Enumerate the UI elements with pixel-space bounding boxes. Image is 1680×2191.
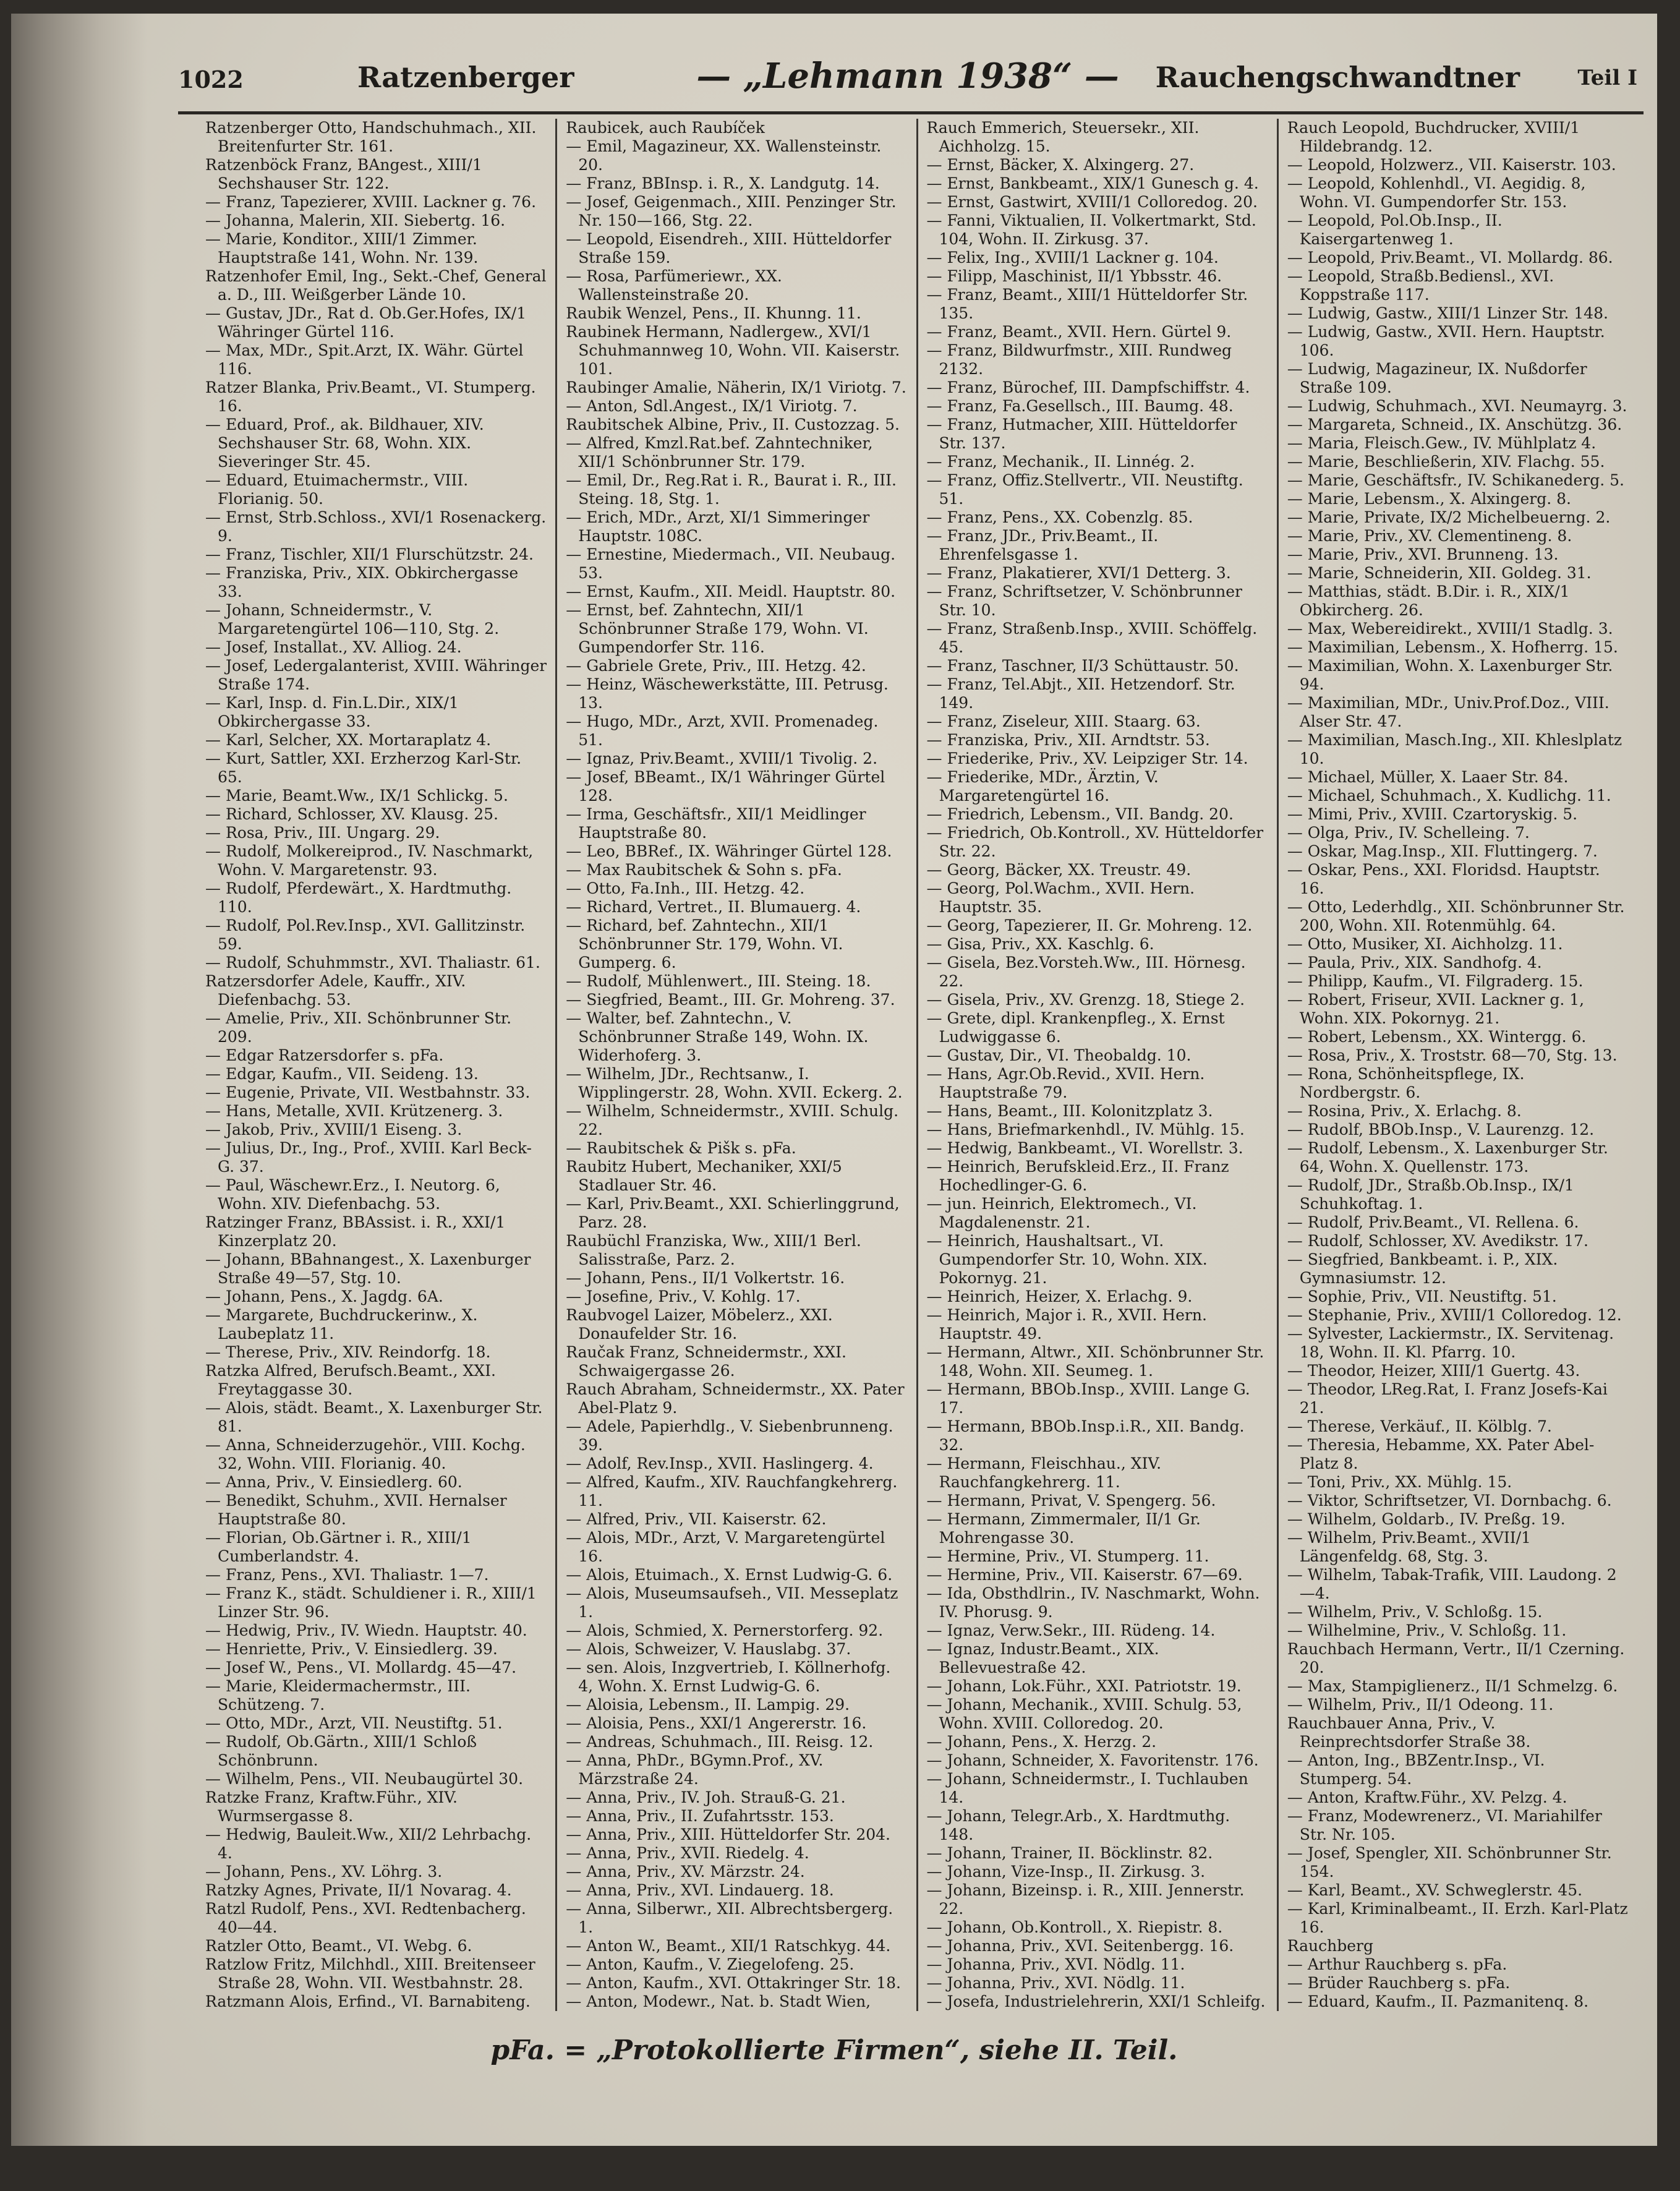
directory-entry: — Wilhelm, Priv., V. Schloßg. 15.	[1287, 1603, 1543, 1621]
directory-entry: — Leo, BBRef., IX. Währinger Gürtel 128.	[566, 842, 892, 860]
directory-entry: — Otto, Musiker, XI. Aichholzg. 11.	[1287, 935, 1563, 953]
directory-entry: — Eduard, Prof., ak. Bildhauer, XIV. Sechshauser Str. 68, Wohn. XIX. Sieveringer Str. 45.	[205, 416, 484, 471]
directory-entry: — Anton, Ing., BBZentr.Insp., VI. Stumperg. 54.	[1287, 1751, 1545, 1788]
directory-entry: — Anna, Priv., XVII. Riedelg. 4.	[566, 1844, 809, 1862]
directory-entry: — Franziska, Priv., XII. Arndtstr. 53.	[926, 731, 1210, 749]
directory-entry: — Rudolf, Priv.Beamt., VI. Rellena. 6.	[1287, 1213, 1579, 1231]
directory-entry: — Fanni, Viktualien, II. Volkertmarkt, Std. 104, Wohn. II. Zirkusg. 37.	[926, 211, 1256, 248]
directory-entry: — Maximilian, Masch.Ing., XII. Khleslplatz 10.	[1287, 731, 1622, 767]
directory-entry: Raubvogel Laizer, Möbelerz., XXI. Donaufelder Str. 16.	[566, 1306, 833, 1343]
directory-entry: — Oskar, Mag.Insp., XII. Fluttingerg. 7.	[1287, 842, 1598, 860]
directory-entry: — Robert, Friseur, XVII. Lackner g. 1, Wohn. XIX. Pokornyg. 21.	[1287, 991, 1585, 1027]
directory-entry: — Kurt, Sattler, XXI. Erzherzog Karl-Str. 65.	[205, 750, 522, 786]
directory-entry: — Franz, Fa.Gesellsch., III. Baumg. 48.	[926, 397, 1234, 415]
directory-entry: — Franz, Taschner, II/3 Schüttaustr. 50.	[926, 657, 1239, 675]
page-header	[178, 52, 1637, 111]
directory-entry: — Theresia, Hebamme, XX. Pater Abel-Platz 8.	[1287, 1436, 1595, 1472]
directory-entry: — Johann, Trainer, II. Böcklinstr. 82.	[926, 1844, 1213, 1862]
directory-entry: Ratzenhofer Emil, Ing., Sekt.-Chef, General a. D., III. Weißgerber Lände 10.	[205, 267, 547, 304]
directory-entry: — Wilhelm, JDr., Rechtsanw., I. Wipplingerstr. 28, Wohn. XVII. Eckerg. 2.	[566, 1065, 903, 1101]
directory-entry: — Josef, Spengler, XII. Schönbrunner Str. 154.	[1287, 1844, 1612, 1881]
directory-entry: — Anna, Schneiderzugehör., VIII. Kochg. 32, Wohn. VIII. Florianig. 40.	[205, 1436, 526, 1472]
directory-entry: — Franz, Hutmacher, XIII. Hütteldorfer Str. 137.	[926, 416, 1237, 452]
directory-entry: — Jakob, Priv., XVIII/1 Eiseng. 3.	[205, 1121, 463, 1138]
directory-entry: — Therese, Verkäuf., II. Kölblg. 7.	[1287, 1417, 1552, 1435]
directory-entry: — Johann, Pens., II/1 Volkertstr. 16.	[566, 1269, 845, 1287]
page-footer-note: pFa. = „Protokollierte Firmen“, siehe II. Teil.	[490, 2035, 1178, 2066]
directory-entry: — Toni, Priv., XX. Mühlg. 15.	[1287, 1473, 1512, 1491]
directory-entry: — Friederike, Priv., XV. Leipziger Str. 14.	[926, 750, 1248, 767]
directory-entry: — Rosina, Priv., X. Erlachg. 8.	[1287, 1102, 1522, 1120]
directory-entry: — Franz, Bildwurfmstr., XIII. Rundweg 2132.	[926, 341, 1232, 378]
directory-entry: — Anna, PhDr., BGymn.Prof., XV. Märzstraße 24.	[566, 1751, 824, 1788]
directory-entry: — Maximilian, MDr., Univ.Prof.Doz., VIII. Alser Str. 47.	[1287, 694, 1610, 730]
directory-entry: — Johann, Schneidermstr., I. Tuchlauben 14.	[926, 1770, 1248, 1806]
directory-entry: — Rudolf, Schuhmmstr., XVI. Thaliastr. 61.	[205, 954, 540, 972]
directory-entry: — Rosa, Parfümeriewr., XX. Wallensteinstraße 20.	[566, 267, 782, 304]
directory-entry: — Anton, Modewr., Nat. b. Stadt Wien,	[566, 1992, 871, 2010]
directory-entry: — Johanna, Priv., XVI. Seitenbergg. 16.	[926, 1937, 1234, 1955]
directory-entry: — Franz, Ziseleur, XIII. Staarg. 63.	[926, 712, 1201, 730]
directory-entry: — Therese, Priv., XIV. Reindorfg. 18.	[205, 1343, 491, 1361]
directory-entry: — Paula, Priv., XIX. Sandhofg. 4.	[1287, 954, 1542, 972]
directory-entry: — Adolf, Rev.Insp., XVII. Haslingerg. 4.	[566, 1454, 874, 1472]
directory-entry: — Ernst, Strb.Schloss., XVI/1 Rosenackerg. 9.	[205, 508, 547, 545]
directory-entry: — Ludwig, Schuhmach., XVI. Neumayrg. 3.	[1287, 397, 1627, 415]
directory-entry: — Franz, JDr., Priv.Beamt., II. Ehrenfelsgasse 1.	[926, 527, 1159, 563]
directory-entry: — Siegfried, Beamt., III. Gr. Mohreng. 37.	[566, 991, 895, 1009]
directory-column-4	[1279, 119, 1637, 2011]
directory-entry: — Johann, Ob.Kontroll., X. Riepistr. 8.	[926, 1918, 1223, 1936]
directory-entry: — Hermine, Priv., VI. Stumperg. 11.	[926, 1547, 1209, 1565]
directory-entry: — Franziska, Priv., XIX. Obkirchergasse 33.	[205, 564, 519, 600]
directory-entry: — Wilhelm, Pens., VII. Neubaugürtel 30.	[205, 1770, 524, 1788]
directory-entry: — Hans, Agr.Ob.Revid., XVII. Hern. Hauptstraße 79.	[926, 1065, 1205, 1101]
directory-entry: — Ernst, bef. Zahntechn, XII/1 Schönbrunner Straße 179, Wohn. VI. Gumpendorfer Str. 116.	[566, 601, 869, 656]
directory-entry: — Josef, Installat., XV. Alliog. 24.	[205, 638, 462, 656]
directory-entry: — Anna, Silberwr., XII. Albrechtsbergerg. 1.	[566, 1900, 893, 1936]
directory-entry: — Emil, Magazineur, XX. Wallensteinstr. 20.	[566, 137, 882, 174]
directory-entry: — Eduard, Kaufm., II. Pazmanitenq. 8.	[1287, 1992, 1589, 2010]
directory-entry: — Franz, Straßenb.Insp., XVIII. Schöffelg. 45.	[926, 620, 1258, 656]
directory-entry: — Hedwig, Priv., IV. Wiedn. Hauptstr. 40.	[205, 1621, 527, 1639]
book-gutter-shadow	[11, 14, 147, 2146]
directory-entry: — Friedrich, Lebensm., VII. Bandg. 20.	[926, 805, 1234, 823]
directory-entry: — Ignaz, Priv.Beamt., XVIII/1 Tivolig. 2.	[566, 750, 878, 767]
directory-entry: — Paul, Wäschewr.Erz., I. Neutorg. 6, Wohn. XIV. Diefenbachg. 53.	[205, 1176, 500, 1213]
directory-entry: — Richard, bef. Zahntechn., XII/1 Schönbrunner Str. 179, Wohn. VI. Gumperg. 6.	[566, 916, 843, 972]
directory-entry: — Rudolf, Schlosser, XV. Avedikstr. 17.	[1287, 1232, 1588, 1250]
directory-entry: — Florian, Ob.Gärtner i. R., XIII/1 Cumberlandstr. 4.	[205, 1529, 472, 1565]
directory-column-1	[197, 119, 557, 2011]
directory-entry: — Otto, Fa.Inh., III. Hetzg. 42.	[566, 879, 805, 897]
directory-entry: — Rudolf, BBOb.Insp., V. Laurenzg. 12.	[1287, 1121, 1595, 1138]
directory-entry: — Franz, Tel.Abjt., XII. Hetzendorf. Str. 149.	[926, 675, 1235, 712]
directory-entry: — Max Raubitschek & Sohn s. pFa.	[566, 861, 842, 879]
directory-entry: — Johann, Bizeinsp. i. R., XIII. Jennerstr. 22.	[926, 1881, 1245, 1918]
directory-entry: — Karl, Insp. d. Fin.L.Dir., XIX/1 Obkirchergasse 33.	[205, 694, 459, 730]
directory-entry: Ratzmann Alois, Erfind., VI. Barnabiteng.	[205, 1992, 531, 2010]
directory-entry: — Viktor, Schriftsetzer, VI. Dornbachg. 6.	[1287, 1492, 1612, 1510]
directory-entry: — Franz, Offiz.Stellvertr., VII. Neustiftg. 51.	[926, 471, 1243, 508]
directory-entry: — Rudolf, Pferdewärt., X. Hardtmuthg. 110.	[205, 879, 512, 916]
header-part-label: Teil I	[1577, 66, 1637, 90]
directory-entry: — Rudolf, Lebensm., X. Laxenburger Str. 64, Wohn. X. Quellenstr. 173.	[1287, 1139, 1608, 1176]
directory-entry: — Johann, Lok.Führ., XXI. Patriotstr. 19.	[926, 1677, 1242, 1695]
directory-entry: — Franz, BBInsp. i. R., X. Landgutg. 14.	[566, 174, 880, 192]
directory-entry: — Oskar, Pens., XXI. Floridsd. Hauptstr. 16.	[1287, 861, 1600, 897]
directory-entry: — Maria, Fleisch.Gew., IV. Mühlplatz 4.	[1287, 434, 1597, 452]
directory-entry: Rauch Emmerich, Steuersekr., XII. Aichholzg. 15.	[926, 119, 1200, 155]
directory-entry: — Michael, Müller, X. Laaer Str. 84.	[1287, 768, 1569, 786]
directory-entry: — Hedwig, Bauleit.Ww., XII/2 Lehrbachg. 4.	[205, 1826, 532, 1862]
directory-entry: — Anna, Priv., XIII. Hütteldorfer Str. 204.	[566, 1826, 891, 1843]
directory-entry: — Gustav, JDr., Rat d. Ob.Ger.Hofes, IX/1 Währinger Gürtel 116.	[205, 304, 527, 341]
directory-entry: — Johann, Schneidermstr., V. Margaretengürtel 106—110, Stg. 2.	[205, 601, 500, 638]
directory-entry: — Ernst, Bäcker, X. Alxingerg. 27.	[926, 156, 1195, 174]
directory-entry: — Sophie, Priv., VII. Neustiftg. 51.	[1287, 1288, 1557, 1305]
directory-entry: — Hans, Beamt., III. Kolonitzplatz 3.	[926, 1102, 1213, 1120]
directory-entry: — Marie, Beamt.Ww., IX/1 Schlickg. 5.	[205, 787, 508, 805]
directory-entry: — Friederike, MDr., Ärztin, V. Margaretengürtel 16.	[926, 768, 1159, 805]
directory-column-3	[918, 119, 1279, 2011]
directory-entry: — Franz, Beamt., XVII. Hern. Gürtel 9.	[926, 323, 1232, 341]
header-title: — „Lehmann 1938“ —	[696, 56, 1119, 96]
directory-entry: — Richard, Schlosser, XV. Klausg. 25.	[205, 805, 498, 823]
directory-entry: — Olga, Priv., IV. Schelleing. 7.	[1287, 824, 1530, 842]
directory-entry: — Karl, Kriminalbeamt., II. Erzh. Karl-Platz 16.	[1287, 1900, 1628, 1936]
directory-entry: — Ernst, Bankbeamt., XIX/1 Gunesch g. 4.	[926, 174, 1259, 192]
directory-entry: — Hans, Metalle, XVII. Krützenerg. 3.	[205, 1102, 503, 1120]
directory-entry: — Hermann, Privat, V. Spengerg. 56.	[926, 1492, 1216, 1510]
directory-entry: — Max, Stampiglienerz., II/1 Schmelzg. 6.	[1287, 1677, 1618, 1695]
directory-entry: Ratzer Blanka, Priv.Beamt., VI. Stumperg. 16.	[205, 378, 536, 415]
directory-entry: — Hans, Briefmarkenhdl., IV. Mühlg. 15.	[926, 1121, 1245, 1138]
directory-entry: — Heinrich, Haushaltsart., VI. Gumpendorfer Str. 10, Wohn. XIX. Pokornyg. 21.	[926, 1232, 1208, 1287]
directory-entry: Rauchbach Hermann, Vertr., II/1 Czerning. 20.	[1287, 1640, 1625, 1676]
directory-entry: — Rosa, Priv., III. Ungarg. 29.	[205, 824, 440, 842]
directory-entry: — Alfred, Kaufm., XIV. Rauchfangkehrerg. 11.	[566, 1473, 898, 1510]
directory-entry: — Marie, Schneiderin, XII. Goldeg. 31.	[1287, 564, 1592, 582]
directory-entry: — Alfred, Priv., VII. Kaiserstr. 62.	[566, 1510, 827, 1528]
header-left-keyword: Ratzenberger	[357, 61, 574, 94]
directory-entry: — Adele, Papierhdlg., V. Siebenbrunneng. 39.	[566, 1417, 893, 1454]
directory-entry: — Gisela, Priv., XV. Grenzg. 18, Stiege 2.	[926, 991, 1245, 1009]
directory-entry: Rauchberg	[1287, 1937, 1374, 1955]
directory-entry: — Edgar Ratzersdorfer s. pFa.	[205, 1046, 444, 1064]
directory-entry: — Karl, Selcher, XX. Mortaraplatz 4.	[205, 731, 492, 749]
directory-entry: — Eugenie, Private, VII. Westbahnstr. 33.	[205, 1083, 531, 1101]
directory-entry: — Aloisia, Lebensm., II. Lampig. 29.	[566, 1696, 850, 1714]
directory-entry: — Ida, Obsthdlrin., IV. Naschmarkt, Wohn. IV. Phorusg. 9.	[926, 1584, 1260, 1621]
directory-entry: — Margarete, Buchdruckerinw., X. Laubeplatz 11.	[205, 1306, 478, 1343]
directory-entry: — Brüder Rauchberg s. pFa.	[1287, 1974, 1511, 1992]
directory-entry: — Hermann, Altwr., XII. Schönbrunner Str. 148, Wohn. XII. Seumeg. 1.	[926, 1343, 1264, 1380]
directory-entry: — Franz, Bürochef, III. Dampfschiffstr. 4.	[926, 378, 1250, 396]
directory-entry: — Ludwig, Gastw., XIII/1 Linzer Str. 148.	[1287, 304, 1608, 322]
directory-entry: — Friedrich, Ob.Kontroll., XV. Hütteldorfer Str. 22.	[926, 824, 1264, 860]
directory-entry: — Johann, Pens., X. Jagdg. 6A.	[205, 1288, 443, 1305]
directory-entry: — Ernestine, Miedermach., VII. Neubaug. 53.	[566, 545, 896, 582]
directory-entry: — Anna, Priv., XV. Märzstr. 24.	[566, 1863, 805, 1881]
directory-entry: — Michael, Schuhmach., X. Kudlichg. 11.	[1287, 787, 1611, 805]
directory-entry: — Anton, Kraftw.Führ., XV. Pelzg. 4.	[1287, 1788, 1567, 1806]
directory-entry: Ratzka Alfred, Berufsch.Beamt., XXI. Freytaggasse 30.	[205, 1362, 496, 1398]
directory-entry: — Anna, Priv., XVI. Lindauerg. 18.	[566, 1881, 834, 1899]
directory-entry: Raubitschek Albine, Priv., II. Custozzag. 5.	[566, 416, 900, 434]
directory-entry: Rauchbauer Anna, Priv., V. Reinprechtsdorfer Straße 38.	[1287, 1714, 1531, 1751]
directory-entry: — Alois, Etuimach., X. Ernst Ludwig-G. 6.	[566, 1566, 893, 1584]
directory-entry: — Johann, Telegr.Arb., X. Hardtmuthg. 148.	[926, 1807, 1230, 1843]
directory-entry: — Marie, Lebensm., X. Alxingerg. 8.	[1287, 490, 1571, 508]
directory-entry: — Rudolf, Molkereiprod., IV. Naschmarkt, Wohn. V. Margaretenstr. 93.	[205, 842, 534, 879]
directory-columns	[197, 119, 1637, 2011]
directory-entry: — Irma, Geschäftsfr., XII/1 Meidlinger Hauptstraße 80.	[566, 805, 866, 842]
directory-entry: — Josef, BBeamt., IX/1 Währinger Gürtel 128.	[566, 768, 885, 805]
directory-entry: — Alfred, Kmzl.Rat.bef. Zahntechniker, XII/1 Schönbrunner Str. 179.	[566, 434, 873, 471]
directory-entry: — Heinrich, Major i. R., XVII. Hern. Hauptstr. 49.	[926, 1306, 1207, 1343]
directory-entry: — jun. Heinrich, Elektromech., VI. Magdalenenstr. 21.	[926, 1195, 1197, 1231]
directory-entry: — Margareta, Schneid., IX. Anschützg. 36.	[1287, 416, 1622, 434]
directory-entry: — Leopold, Straßb.Bediensl., XVI. Koppstraße 117.	[1287, 267, 1554, 304]
directory-entry: Ratzenböck Franz, BAngest., XIII/1 Sechshauser Str. 122.	[205, 156, 482, 192]
directory-entry: — Johanna, Malerin, XII. Siebertg. 16.	[205, 211, 506, 229]
directory-entry: — Marie, Konditor., XIII/1 Zimmer. Hauptstraße 141, Wohn. Nr. 139.	[205, 230, 479, 267]
directory-entry: — Ignaz, Verw.Sekr., III. Rüdeng. 14.	[926, 1621, 1216, 1639]
directory-entry: — Alois, Museumsaufseh., VII. Messeplatz 1.	[566, 1584, 898, 1621]
directory-entry: — Richard, Vertret., II. Blumauerg. 4.	[566, 898, 861, 916]
directory-entry: — Karl, Priv.Beamt., XXI. Schierlinggrund, Parz. 28.	[566, 1195, 900, 1231]
directory-entry: — Hermine, Priv., VII. Kaiserstr. 67—69.	[926, 1566, 1243, 1584]
directory-entry: Raubik Wenzel, Pens., II. Khunng. 11.	[566, 304, 861, 322]
directory-entry: — Alois, Schweizer, V. Hauslabg. 37.	[566, 1640, 851, 1658]
directory-entry: — Leopold, Pol.Ob.Insp., II. Kaisergartenweg 1.	[1287, 211, 1503, 248]
directory-entry: — Aloisia, Pens., XXI/1 Angererstr. 16.	[566, 1714, 867, 1732]
directory-entry: — Julius, Dr., Ing., Prof., XVIII. Karl Beck-G. 37.	[205, 1139, 532, 1176]
directory-entry: — Eduard, Etuimachermstr., VIII. Florianig. 50.	[205, 471, 469, 508]
directory-entry: — Gustav, Dir., VI. Theobaldg. 10.	[926, 1046, 1192, 1064]
directory-entry: — Hedwig, Bankbeamt., VI. Worellstr. 3.	[926, 1139, 1243, 1157]
directory-entry: — Franz, Schriftsetzer, V. Schönbrunner Str. 10.	[926, 583, 1242, 619]
directory-entry: — Franz, Beamt., XIII/1 Hütteldorfer Str. 135.	[926, 286, 1248, 322]
directory-entry: — Otto, MDr., Arzt, VII. Neustiftg. 51.	[205, 1714, 503, 1732]
directory-entry: Rauch Leopold, Buchdrucker, XVIII/1 Hildebrandg. 12.	[1287, 119, 1580, 155]
directory-entry: — Franz, Pens., XVI. Thaliastr. 1—7.	[205, 1566, 489, 1584]
directory-entry: — Marie, Priv., XV. Clementineng. 8.	[1287, 527, 1572, 545]
directory-entry: — Gisa, Priv., XX. Kaschlg. 6.	[926, 935, 1154, 953]
directory-entry: — Siegfried, Bankbeamt. i. P., XIX. Gymnasiumstr. 12.	[1287, 1250, 1558, 1287]
directory-entry: — Marie, Beschließerin, XIV. Flachg. 55.	[1287, 453, 1605, 471]
directory-entry: — Ludwig, Gastw., XVII. Hern. Hauptstr. 106.	[1287, 323, 1605, 359]
directory-entry: — Wilhelm, Goldarb., IV. Preßg. 19.	[1287, 1510, 1566, 1528]
directory-entry: Raubinek Hermann, Nadlergew., XVI/1 Schuhmannweg 10, Wohn. VII. Kaiserstr. 101.	[566, 323, 900, 378]
directory-entry: Ratzersdorfer Adele, Kauffr., XIV. Diefenbachg. 53.	[205, 972, 466, 1009]
directory-entry: — Franz, Modewrenerz., VI. Mariahilfer Str. Nr. 105.	[1287, 1807, 1602, 1843]
directory-entry: — Heinrich, Berufskleid.Erz., II. Franz Hochedlinger-G. 6.	[926, 1158, 1229, 1194]
directory-entry: Ratzl Rudolf, Pens., XVI. Redtenbacherg. 40—44.	[205, 1900, 526, 1936]
directory-entry: Raubicek, auch Raubíček	[566, 119, 765, 137]
directory-entry: — Franz, Tischler, XII/1 Flurschützstr. 24.	[205, 545, 534, 563]
directory-entry: — Anton W., Beamt., XII/1 Ratschkyg. 44.	[566, 1937, 891, 1955]
header-rule	[178, 111, 1644, 114]
directory-entry: — Leopold, Priv.Beamt., VI. Mollardg. 86.	[1287, 249, 1613, 267]
directory-entry: — Anton, Sdl.Angest., IX/1 Viriotg. 7.	[566, 397, 858, 415]
directory-entry: — Rudolf, JDr., Straßb.Ob.Insp., IX/1 Schuhkoftag. 1.	[1287, 1176, 1574, 1213]
directory-entry: — Leopold, Kohlenhdl., VI. Aegidig. 8, Wohn. VI. Gumpendorfer Str. 153.	[1287, 174, 1586, 211]
directory-entry: — Amelie, Priv., XII. Schönbrunner Str. 209.	[205, 1009, 512, 1046]
directory-entry: — Raubitschek & Pišk s. pFa.	[566, 1139, 796, 1157]
directory-entry: — Hermann, BBOb.Insp., XVIII. Lange G. 17.	[926, 1380, 1250, 1417]
directory-entry: — Anna, Priv., II. Zufahrtsstr. 153.	[566, 1807, 834, 1825]
directory-entry: — Stephanie, Priv., XVIII/1 Colloredog. 12.	[1287, 1306, 1622, 1324]
directory-entry: — Heinrich, Heizer, X. Erlachg. 9.	[926, 1288, 1193, 1305]
directory-entry: — Georg, Pol.Wachm., XVII. Hern. Hauptstr. 35.	[926, 879, 1195, 916]
directory-entry: — Wilhelm, Schneidermstr., XVIII. Schulg. 22.	[566, 1102, 899, 1138]
directory-entry: — Marie, Kleidermachermstr., III. Schützeng. 7.	[205, 1677, 471, 1714]
directory-entry: — Johann, Mechanik., XVIII. Schulg. 53, Wohn. XVIII. Colloredog. 20.	[926, 1696, 1242, 1732]
directory-entry: — Walter, bef. Zahntechn., V. Schönbrunner Straße 149, Wohn. IX. Widerhoferg. 3.	[566, 1009, 869, 1064]
directory-entry: — Wilhelm, Priv., II/1 Odeong. 11.	[1287, 1696, 1554, 1714]
directory-entry: — Theodor, Heizer, XIII/1 Guertg. 43.	[1287, 1362, 1580, 1380]
directory-entry: — Ludwig, Magazineur, IX. Nußdorfer Straße 109.	[1287, 360, 1587, 396]
directory-entry: — Marie, Priv., XVI. Brunneng. 13.	[1287, 545, 1559, 563]
directory-entry: — Ernst, Gastwirt, XVIII/1 Colloredog. 20.	[926, 193, 1258, 211]
directory-entry: — Josef, Geigenmach., XIII. Penzinger Str. Nr. 150—166, Stg. 22.	[566, 193, 897, 229]
directory-entry: — Gabriele Grete, Priv., III. Hetzg. 42.	[566, 657, 866, 675]
directory-entry: — Hermann, Fleischhau., XIV. Rauchfangkehrerg. 11.	[926, 1454, 1162, 1491]
directory-entry: Raubinger Amalie, Näherin, IX/1 Viriotg. 7.	[566, 378, 906, 396]
directory-entry: Ratzke Franz, Kraftw.Führ., XIV. Wurmsergasse 8.	[205, 1788, 458, 1825]
directory-entry: — Anna, Priv., V. Einsiedlerg. 60.	[205, 1473, 463, 1491]
directory-entry: — sen. Alois, Inzgvertrieb, I. Köllnerhofg. 4, Wohn. X. Ernst Ludwig-G. 6.	[566, 1659, 891, 1695]
directory-entry: — Mimi, Priv., XVIII. Czartoryskig. 5.	[1287, 805, 1578, 823]
directory-entry: — Karl, Beamt., XV. Schweglerstr. 45.	[1287, 1881, 1583, 1899]
directory-entry: — Robert, Lebensm., XX. Wintergg. 6.	[1287, 1028, 1587, 1046]
directory-entry: — Wilhelm, Priv.Beamt., XVII/1 Längenfeldg. 68, Stg. 3.	[1287, 1529, 1531, 1565]
directory-entry: — Ernst, Kaufm., XII. Meidl. Hauptstr. 80.	[566, 583, 896, 600]
directory-entry: — Filipp, Maschinist, II/1 Ybbsstr. 46.	[926, 267, 1222, 285]
directory-entry: — Johanna, Priv., XVI. Nödlg. 11.	[926, 1974, 1185, 1992]
directory-entry: — Rudolf, Mühlenwert., III. Steing. 18.	[566, 972, 871, 990]
directory-entry: Raubüchl Franziska, Ww., XIII/1 Berl. Salisstraße, Parz. 2.	[566, 1232, 861, 1268]
directory-entry: Raubitz Hubert, Mechaniker, XXI/5 Stadlauer Str. 46.	[566, 1158, 842, 1194]
directory-entry: Raučak Franz, Schneidermstr., XXI. Schwaigergasse 26.	[566, 1343, 846, 1380]
directory-entry: — Max, MDr., Spit.Arzt, IX. Währ. Gürtel 116.	[205, 341, 524, 378]
directory-entry: — Felix, Ing., XVIII/1 Lackner g. 104.	[926, 249, 1219, 267]
directory-entry: — Johanna, Priv., XVI. Nödlg. 11.	[926, 1955, 1185, 1973]
directory-entry: — Maximilian, Lebensm., X. Hofherrg. 15.	[1287, 638, 1618, 656]
directory-entry: — Erich, MDr., Arzt, XI/1 Simmeringer Hauptstr. 108C.	[566, 508, 870, 545]
directory-entry: — Heinz, Wäschewerkstätte, III. Petrusg. 13.	[566, 675, 889, 712]
directory-entry: — Josefa, Industrielehrerin, XXI/1 Schleifg.	[926, 1992, 1266, 2010]
directory-entry: — Wilhelmine, Priv., V. Schloßg. 11.	[1287, 1621, 1567, 1639]
directory-entry: — Marie, Geschäftsfr., IV. Schikanederg. 5.	[1287, 471, 1624, 489]
directory-entry: — Rona, Schönheitspflege, IX. Nordbergstr. 6.	[1287, 1065, 1525, 1101]
directory-entry: — Andreas, Schuhmach., III. Reisg. 12.	[566, 1733, 874, 1751]
directory-entry: — Franz, Pens., XX. Cobenzlg. 85.	[926, 508, 1193, 526]
directory-entry: — Rudolf, Pol.Rev.Insp., XVI. Gallitzinstr. 59.	[205, 916, 526, 953]
directory-entry: — Anton, Kaufm., XVI. Ottakringer Str. 18.	[566, 1974, 901, 1992]
directory-entry: — Anton, Kaufm., V. Ziegelofeng. 25.	[566, 1955, 855, 1973]
directory-entry: — Hermann, BBOb.Insp.i.R., XII. Bandg. 32.	[926, 1417, 1245, 1454]
directory-entry: — Georg, Tapezierer, II. Gr. Mohreng. 12.	[926, 916, 1253, 934]
directory-entry: — Sylvester, Lackiermstr., IX. Servitenag. 18, Wohn. II. Kl. Pfarrg. 10.	[1287, 1325, 1614, 1361]
directory-entry: Ratzky Agnes, Private, II/1 Novarag. 4.	[205, 1881, 512, 1899]
directory-entry: — Benedikt, Schuhm., XVII. Hernalser Hauptstraße 80.	[205, 1492, 507, 1528]
directory-entry: Ratzinger Franz, BBAssist. i. R., XXI/1 Kinzerplatz 20.	[205, 1213, 506, 1250]
directory-entry: — Johann, Vize-Insp., II. Zirkusg. 3.	[926, 1863, 1206, 1881]
directory-entry: — Rosa, Priv., X. Troststr. 68—70, Stg. 13.	[1287, 1046, 1618, 1064]
directory-entry: — Emil, Dr., Reg.Rat i. R., Baurat i. R., III. Steing. 18, Stg. 1.	[566, 471, 897, 508]
directory-entry: — Hugo, MDr., Arzt, XVII. Promenadeg. 51.	[566, 712, 879, 749]
directory-entry: — Wilhelm, Tabak-Trafik, VIII. Laudong. 2—4.	[1287, 1566, 1617, 1602]
directory-entry: Ratzenberger Otto, Handschuhmach., XII. Breitenfurter Str. 161.	[205, 119, 537, 155]
directory-entry: — Johann, Schneider, X. Favoritenstr. 176.	[926, 1751, 1259, 1769]
directory-entry: — Franz K., städt. Schuldiener i. R., XIII/1 Linzer Str. 96.	[205, 1584, 537, 1621]
directory-entry: — Max, Webereidirekt., XVIII/1 Stadlg. 3.	[1287, 620, 1613, 638]
directory-entry: — Marie, Private, IX/2 Michelbeuerng. 2.	[1287, 508, 1611, 526]
directory-entry: — Johann, Pens., X. Herzg. 2.	[926, 1733, 1157, 1751]
directory-entry: — Anna, Priv., IV. Joh. Strauß-G. 21.	[566, 1788, 846, 1806]
directory-column-2	[557, 119, 918, 2011]
directory-entry: — Matthias, städt. B.Dir. i. R., XIX/1 Obkircherg. 26.	[1287, 583, 1570, 619]
directory-entry: Rauch Abraham, Schneidermstr., XX. Pater Abel-Platz 9.	[566, 1380, 905, 1417]
directory-entry: — Johann, Pens., XV. Löhrg. 3.	[205, 1863, 443, 1881]
directory-entry: — Franz, Tapezierer, XVIII. Lackner g. 76.	[205, 193, 537, 211]
directory-entry: — Henriette, Priv., V. Einsiedlerg. 39.	[205, 1640, 498, 1658]
directory-entry: — Otto, Lederhdlg., XII. Schönbrunner Str. 200, Wohn. XII. Rotenmühlg. 64.	[1287, 898, 1625, 934]
header-right-keyword: Rauchengschwandtner	[1155, 61, 1520, 94]
directory-page	[11, 14, 1657, 2146]
directory-entry: — Alois, städt. Beamt., X. Laxenburger Str. 81.	[205, 1399, 543, 1435]
directory-entry: — Grete, dipl. Krankenpfleg., X. Ernst Ludwiggasse 6.	[926, 1009, 1225, 1046]
directory-entry: — Georg, Bäcker, XX. Treustr. 49.	[926, 861, 1192, 879]
directory-entry: — Franz, Mechanik., II. Linnég. 2.	[926, 453, 1195, 471]
directory-entry: — Maximilian, Wohn. X. Laxenburger Str. 94.	[1287, 657, 1613, 693]
directory-entry: — Alois, MDr., Arzt, V. Margaretengürtel 16.	[566, 1529, 885, 1565]
directory-entry: — Josef, Ledergalanterist, XVIII. Währinger Straße 174.	[205, 657, 547, 693]
directory-entry: — Franz, Plakatierer, XVI/1 Detterg. 3.	[926, 564, 1231, 582]
directory-entry: — Leopold, Eisendreh., XIII. Hütteldorfer Straße 159.	[566, 230, 892, 267]
directory-entry: — Leopold, Holzwerz., VII. Kaiserstr. 103.	[1287, 156, 1616, 174]
directory-entry: — Philipp, Kaufm., VI. Filgraderg. 15.	[1287, 972, 1584, 990]
directory-entry: — Arthur Rauchberg s. pFa.	[1287, 1955, 1507, 1973]
directory-entry: — Rudolf, Ob.Gärtn., XIII/1 Schloß Schönbrunn.	[205, 1733, 477, 1769]
directory-entry: — Gisela, Bez.Vorsteh.Ww., III. Hörnesg. 22.	[926, 954, 1246, 990]
directory-entry: — Edgar, Kaufm., VII. Seideng. 13.	[205, 1065, 479, 1083]
directory-entry: — Josefine, Priv., V. Kohlg. 17.	[566, 1288, 801, 1305]
directory-entry: — Hermann, Zimmermaler, II/1 Gr. Mohrengasse 30.	[926, 1510, 1201, 1547]
directory-entry: — Theodor, LReg.Rat, I. Franz Josefs-Kai 21.	[1287, 1380, 1608, 1417]
directory-entry: — Josef W., Pens., VI. Mollardg. 45—47.	[205, 1659, 517, 1676]
directory-entry: — Johann, BBahnangest., X. Laxenburger Straße 49—57, Stg. 10.	[205, 1250, 531, 1287]
page-number: 1022	[178, 66, 244, 93]
directory-entry: — Ignaz, Industr.Beamt., XIX. Bellevuestraße 42.	[926, 1640, 1159, 1676]
directory-entry: Ratzler Otto, Beamt., VI. Webg. 6.	[205, 1937, 472, 1955]
directory-entry: — Alois, Schmied, X. Pernerstorferg. 92.	[566, 1621, 884, 1639]
directory-entry: Ratzlow Fritz, Milchhdl., XIII. Breitenseer Straße 28, Wohn. VII. Westbahnstr. 28.	[205, 1955, 535, 1992]
